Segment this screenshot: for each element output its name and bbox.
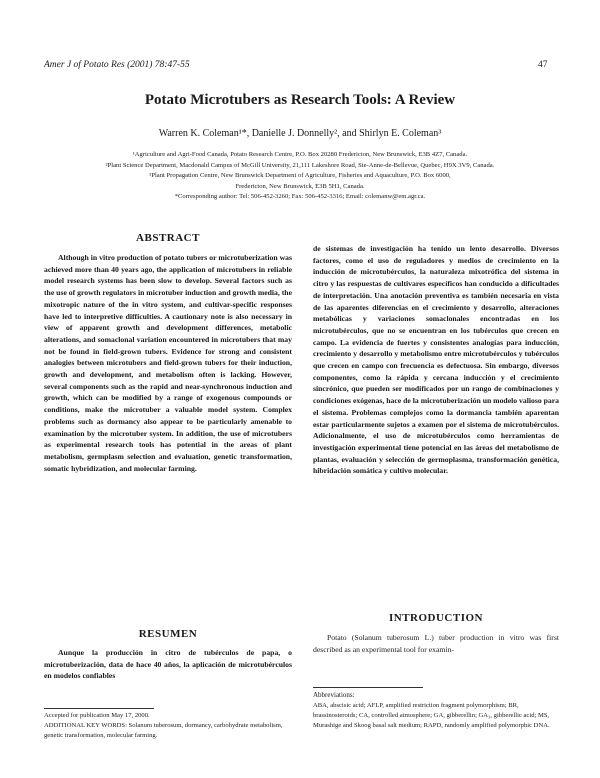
accepted-date: Accepted for publication May 17, 2000.	[44, 712, 150, 719]
resumen-body-right	[313, 243, 559, 477]
footnote-right	[313, 690, 559, 731]
abstract-text: Although in vitro production of potato tubers or microtuberization was achieved more than 40 years ago, the application of microtubers in reliable model research systems has been slow to develop. Several factors such as the use of growth regulators in microtuber induction and growth media, the mixotropic nature of the in vitro system, and cultivar-specific responses have led to interpretive difficulties. A cautionary note is also necessary in view of apparent growth and development differences, metabolic alterations, and somaclonal variation encountered in microtubers that may not be found in field-grown tubers. Evidence for strong and consistent analogies between microtubers and field-grown tubers for their induction, growth and development, and metabolism often is lacking. However, several components such as the rapid and near-synchronous induction and growth, which can be modified by a range of exogenous compounds or conditions, make the microtuber a valuable model system. Complex problems such as dormancy also appear to be particularly amenable to examination by the microtuber system. In addition, the use of microtubers as experimental research tools has potential in the areas of plant metabolism, germplasm selection and evaluation, genetic transformation, somatic hybridization, and molecular farming.	[44, 253, 292, 473]
abstract-heading: ABSTRACT	[136, 232, 200, 244]
affiliation-3: ³Plant Propagation Centre, New Brunswick Department of Agriculture, Fisheries and Aquaculture, P.O. Box 6000,	[149, 172, 451, 180]
running-header-journal: Amer J of Potato Res (2001) 78:47-55	[44, 60, 190, 70]
resumen-text-left: Aunque la producción in citro de tubérculos de papa, o microtuberización, data de hace 40 años, la aplicación de microtubérculos en modelos confiables	[44, 648, 292, 681]
introduction-body	[313, 632, 559, 655]
footnote-rule-left	[44, 708, 154, 709]
resumen-text-right: de sistemas de investigación ha tenido un lento desarrollo. Diversos factores, como el uso de reguladores y medios de crecimiento en la inducción de microtubérculos, la naturaleza mixotrófica del sistema in citro y las respuestas de cultivares específicos han conducido a dificultades de interpretación. Una anotación preventiva es también necesaria en vista de las aparentes diferencias en el crecimiento y desarrollo, alteraciones metabólicas y variaciones somaclonales encontradas en los microtubérculos, que no se encuentran en los tubérculos que crecen en campo. La evidencia de fuertes y consistentes analogías para inducción, crecimiento y desarrollo y metabolismo entre microtubérculos y tubérculos que crecen en campo con frecuencia es defectuosa. Sin embargo, diversos componentes, como la rápida y cercana inducción y el crecimiento sincrónico, que pueden ser modificados por un rango de combinaciones y condiciones exógenas, hace de la microtuberización un modelo valioso para el sistema. Problemas complejos como la dormancia también aparentan estar particularmente sujetos a examen por el sistema de microtubérculos. Adicionalmente, el uso de microtubérculos como herramientas de investigación experimental tiene potencial en las áreas del metabolismo de plantas, evaluación y selección de germoplasma, transformación genética, hibridación somática y cultivo molecular.	[313, 244, 559, 476]
abstract-body	[44, 252, 292, 474]
additional-keywords: ADDITIONAL KEY WORDS: Solanum tuberosum, dormancy, carbohydrate metabolism, genetic transformation, molecular farming.	[44, 722, 283, 739]
paper-title: Potato Microtubers as Research Tools: A Review	[144, 92, 456, 108]
corresponding-author: *Corresponding author: Tel: 506-452-3260; Fax: 506-452-3316; Email: colemanw@em.agr.ca.	[174, 193, 426, 201]
footnote-left	[44, 711, 292, 741]
resumen-body-left	[44, 647, 292, 682]
resumen-heading: RESUMEN	[138, 628, 198, 640]
affiliations	[40, 150, 560, 203]
author-list: Warren K. Coleman¹*, Danielle J. Donnelly², and Shirlyn E. Coleman³	[158, 128, 442, 139]
affiliation-4: Fredericton, New Brunswick, E3B 5H1, Canada.	[235, 182, 365, 190]
affiliation-2: ²Plant Science Department, Macdonald Campus of McGill University, 21,111 Lakeshore Road, Ste-Anne-de-Bellevue, Quebec, H9X 3V9, Canada.	[105, 161, 495, 169]
abbreviations-text: ABA, abscisic acid; AFLP, amplified restriction fragment polymorphism; BR, brassinosteroids; CA, controlled atmosphere; GA, gibberellin; GA₃, gibberellic acid; MS, Murashige and Skoog basal salt medium; RAPD, randomly amplified polymorphic DNA.	[313, 702, 550, 729]
page-number: 47	[538, 60, 548, 70]
footnote-rule-right	[313, 687, 423, 688]
introduction-heading: INTRODUCTION	[388, 612, 483, 624]
introduction-text: Potato (Solanum tuberosum L.) tuber production in vitro was first described as an experimental tool for examin-	[313, 633, 559, 654]
abbreviations-title: Abbreviations:	[313, 691, 355, 699]
affiliation-1: ¹Agriculture and Agri-Food Canada, Potato Research Centre, P.O. Box 20280 Fredericton, New Brunswick, E3B 4Z7, Canada.	[132, 151, 468, 158]
